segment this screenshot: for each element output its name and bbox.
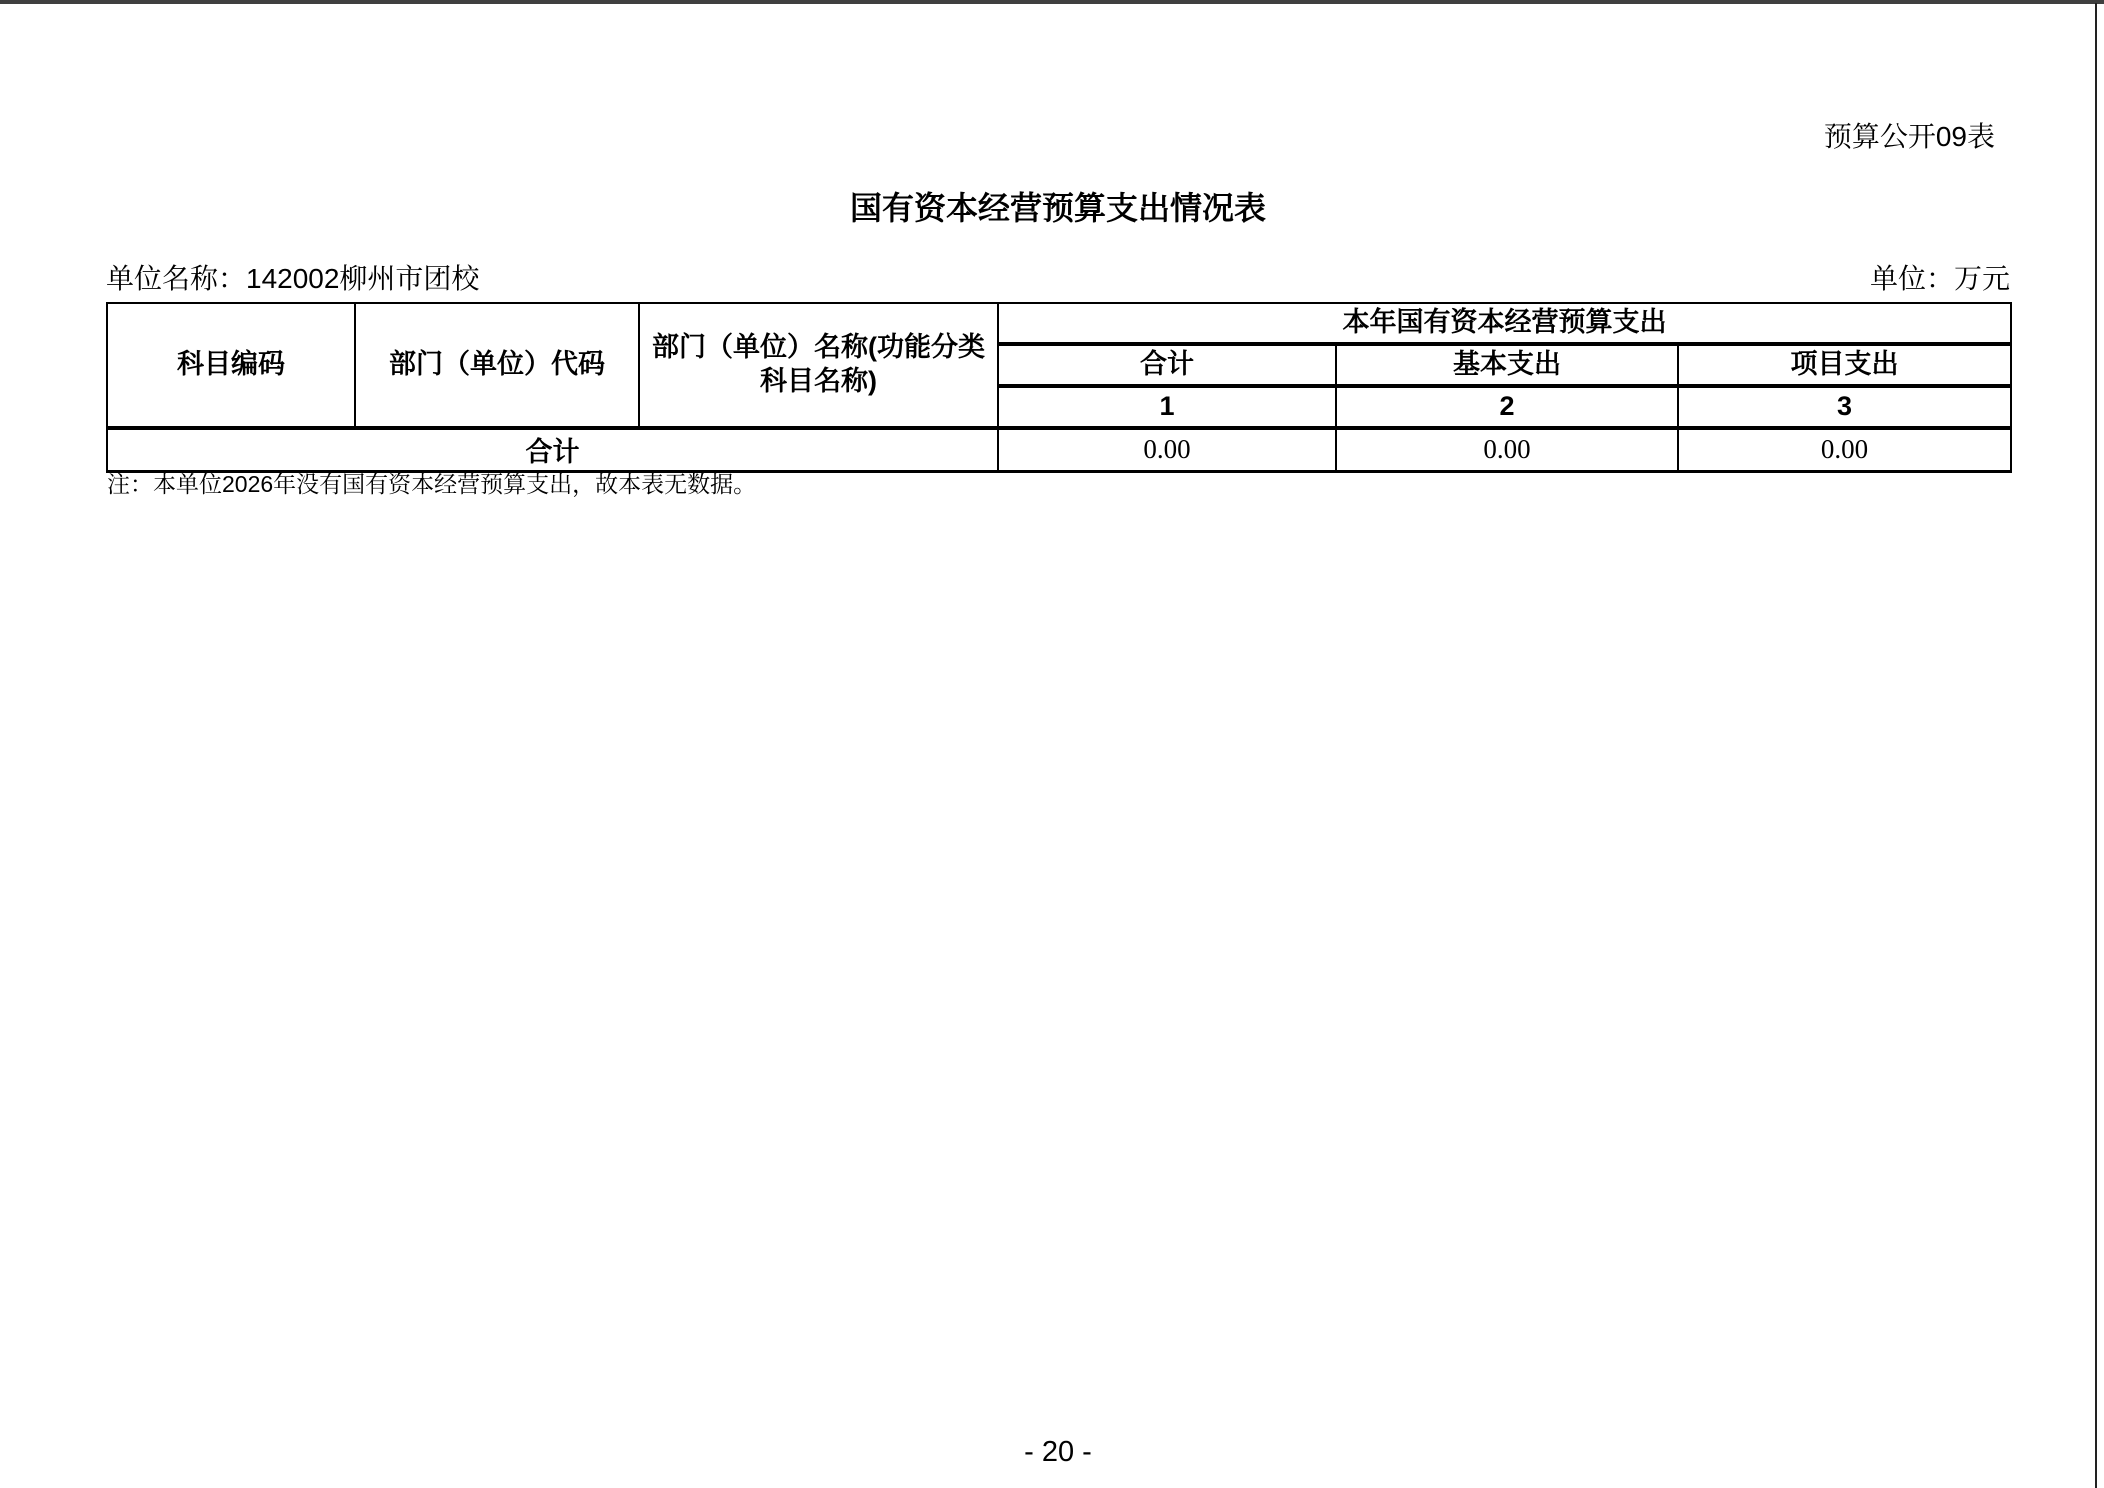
row-label-total: 合计 [107, 428, 998, 472]
col-number-3: 3 [1678, 386, 2011, 428]
col-header-group-current-year: 本年国有资本经营预算支出 [998, 303, 2011, 344]
page-number: - 20 - [1024, 1436, 1092, 1468]
page-right-edge [2095, 3, 2097, 1488]
col-header-subject-code: 科目编码 [107, 303, 355, 428]
table-note: 注：本单位2026年没有国有资本经营预算支出，故本表无数据。 [107, 471, 757, 497]
table-row [107, 428, 2011, 472]
col-header-basic-expenditure: 基本支出 [1336, 344, 1678, 386]
cell-project-value: 0.00 [1678, 428, 2011, 472]
cell-basic-value: 0.00 [1336, 428, 1678, 472]
page-title: 国有资本经营预算支出情况表 [849, 190, 1266, 226]
unit-name-label: 单位名称：142002柳州市团校 [106, 263, 480, 294]
meta-row [106, 261, 2010, 297]
col-number-1: 1 [998, 386, 1336, 428]
col-header-dept-name: 部门（单位）名称(功能分类科目名称) [639, 303, 998, 428]
col-header-project-expenditure: 项目支出 [1678, 344, 2011, 386]
currency-unit-label: 单位：万元 [1869, 263, 2010, 294]
col-header-total: 合计 [998, 344, 1336, 386]
col-header-dept-code: 部门（单位）代码 [355, 303, 639, 428]
col-number-2: 2 [1336, 386, 1678, 428]
budget-table [106, 302, 2012, 473]
form-number-label: 预算公开09表 [1823, 121, 1995, 152]
cell-total-value: 0.00 [998, 428, 1336, 472]
page-top-edge [0, 0, 2104, 4]
